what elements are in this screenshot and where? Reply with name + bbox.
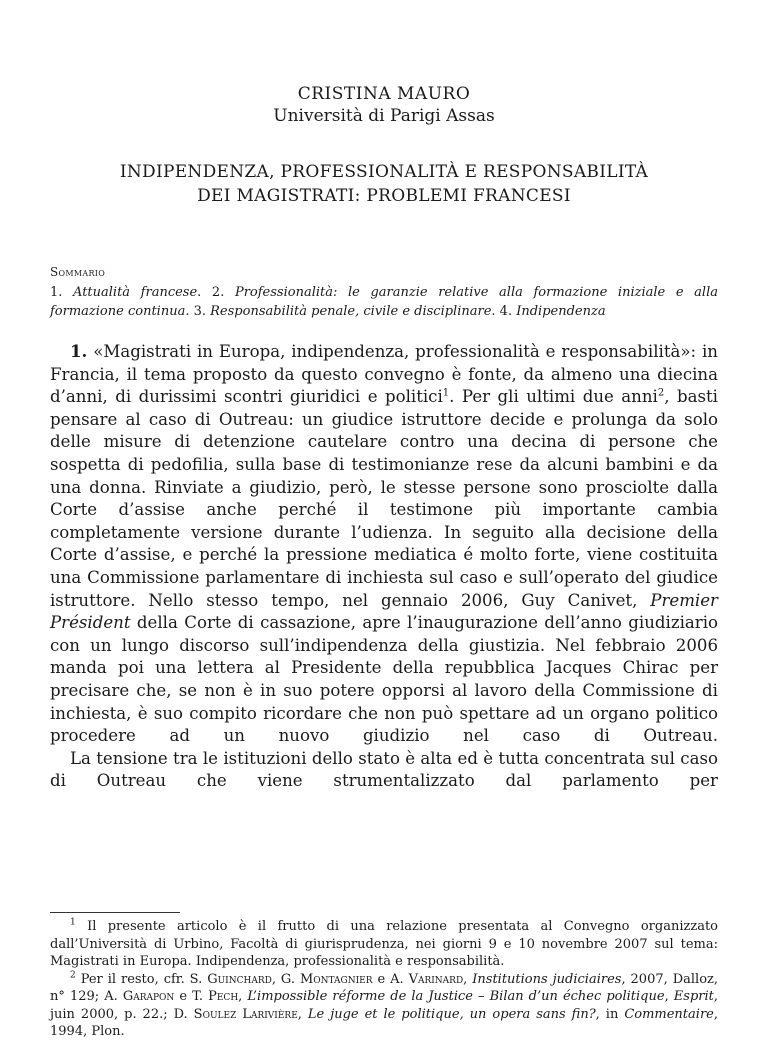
paragraph-text: . Per gli ultimi due anni	[449, 387, 658, 407]
sommario-item: Responsabilità penale, civile e disciplinare	[210, 304, 492, 319]
footnote-author: Soulez Larivière	[193, 1006, 298, 1022]
footnote-ref-1[interactable]: 1	[442, 387, 450, 399]
footnote-divider	[50, 912, 180, 913]
footnote-text: ,	[664, 989, 674, 1004]
footnotes	[50, 918, 718, 1041]
paragraph-text: «Magistrati in Europa, indipendenza, professionalità e responsabilità»: in Francia, il tema proposto da questo convegno è fonte, da almeno una diecina d’anni, di durissimi scontri giuridici e politici	[50, 342, 718, 407]
paragraph-text: , basti pensare al caso di Outreau: un giudice istruttore decide e prolunga da solo delle misure di detenzione cautelare contro una decina di persone che sospetta di pedofilia, sulla base di testimonianze rese da alcuni bambini e da una donna. Rinviate a giudizio, però, le stesse persone sono prosciolte dalla Corte d’assise anche perché il testimone più importante cambia completamente versione durante l’udienza. In seguito alla decisione della Corte d’assise, e perché la pressione mediatica é molto forte, viene costituita una Commissione parlamentare di inchiesta sul caso e sull’operato del giudice istruttore. Nello stesso tempo, nel gennaio 2006, Guy Canivet,	[50, 387, 718, 610]
footnote-1	[50, 918, 718, 971]
footnote-number: 2	[70, 970, 76, 981]
footnote-work-title: L’impossible réforme de la Justice – Bilan d’un échec politique	[247, 989, 665, 1004]
footnote-ref-2[interactable]: 2	[657, 387, 665, 399]
section-number: 1.	[70, 341, 88, 361]
footnote-text: , juin 2000, p. 22.; D.	[50, 989, 719, 1022]
footnote-text: , 1994, Plon.	[50, 1006, 718, 1039]
author-name: CRISTINA MAURO	[297, 84, 471, 104]
footnote-author: Varinard	[408, 971, 464, 987]
footnote-author: Garapon	[122, 989, 175, 1004]
footnote-work-title: Le juge et le politique, un opera sans fin?	[307, 1006, 596, 1022]
footnote-author: Pech	[208, 989, 239, 1004]
sommario-contents	[50, 283, 718, 321]
sommario-num: . 2.	[197, 285, 235, 300]
footnote-text: ,	[238, 989, 248, 1004]
footnote-text: , in	[595, 1006, 625, 1022]
footnote-number: 1	[70, 917, 76, 928]
footnote-author: Montagnier	[299, 971, 373, 987]
sommario-label: Sommario	[50, 265, 106, 279]
sommario-item: Attualità francese	[73, 285, 198, 300]
body-text	[50, 340, 718, 793]
footnote-work-title: Institutions judiciaires	[472, 971, 622, 987]
sommario-num: 1.	[50, 285, 74, 300]
sommario-item: Indipendenza	[516, 304, 606, 319]
footnote-work-title: Commentaire	[624, 1006, 714, 1022]
footnote-text: , 2007, Dalloz, n° 129; A.	[50, 971, 719, 1004]
article-title-line-2: DEI MAGISTRATI: PROBLEMI FRANCESI	[197, 186, 571, 206]
footnote-text: Per il resto, cfr. S.	[75, 971, 208, 987]
sommario-num: . 4.	[491, 304, 517, 319]
body-paragraph-1	[50, 340, 718, 748]
footnote-work-title: Esprit	[673, 989, 714, 1004]
footnote-text: , G.	[271, 971, 300, 987]
article-title	[50, 160, 718, 208]
sommario-num: . 3.	[185, 304, 211, 319]
article-title-line-1: INDIPENDENZA, PROFESSIONALITÀ E RESPONSABILITÀ	[119, 162, 649, 182]
author-affiliation: Università di Parigi Assas	[273, 106, 495, 126]
footnote-text: Il presente articolo è il frutto di una relazione presentata al Convegno organizzato dall’Università di Urbino, Facoltà di giurisprudenza, nei giorni 9 e 10 novembre 2007 sul tema: Magistrati in Europa. Indipendenza, professionalità e responsabilità.	[50, 919, 718, 969]
paragraph-italic: Premier Président	[50, 590, 718, 633]
footnote-text: e A.	[372, 971, 409, 987]
footnote-text: e T.	[174, 989, 209, 1004]
body-paragraph-2: La tensione tra le istituzioni dello stato è alta ed è tutta concentrata sul caso di Outreau che viene strumentalizzato dal parlamento per	[50, 748, 718, 791]
paragraph-text: della Corte di cassazione, apre l’inaugurazione dell’anno giudiziario con un lungo discorso sull’indipendenza della giustizia. Nel febbraio 2006 manda poi una lettera al Presidente della repubblica Jacques Chirac per precisare che, se non è in suo potere opporsi al lavoro della Commissione di inchiesta, è suo compito ricordare che non può spettare ad un organo politico procedere ad un nuovo giudizio nel caso di Outreau.	[50, 613, 718, 746]
footnote-author: Guinchard	[207, 971, 272, 987]
footnote-text: ,	[463, 971, 473, 987]
sommario-item: Professionalità: le garanzie relative alla formazione iniziale e alla formazione continua	[50, 285, 718, 319]
footnote-text: ,	[297, 1006, 308, 1022]
footnote-2	[50, 971, 718, 1041]
